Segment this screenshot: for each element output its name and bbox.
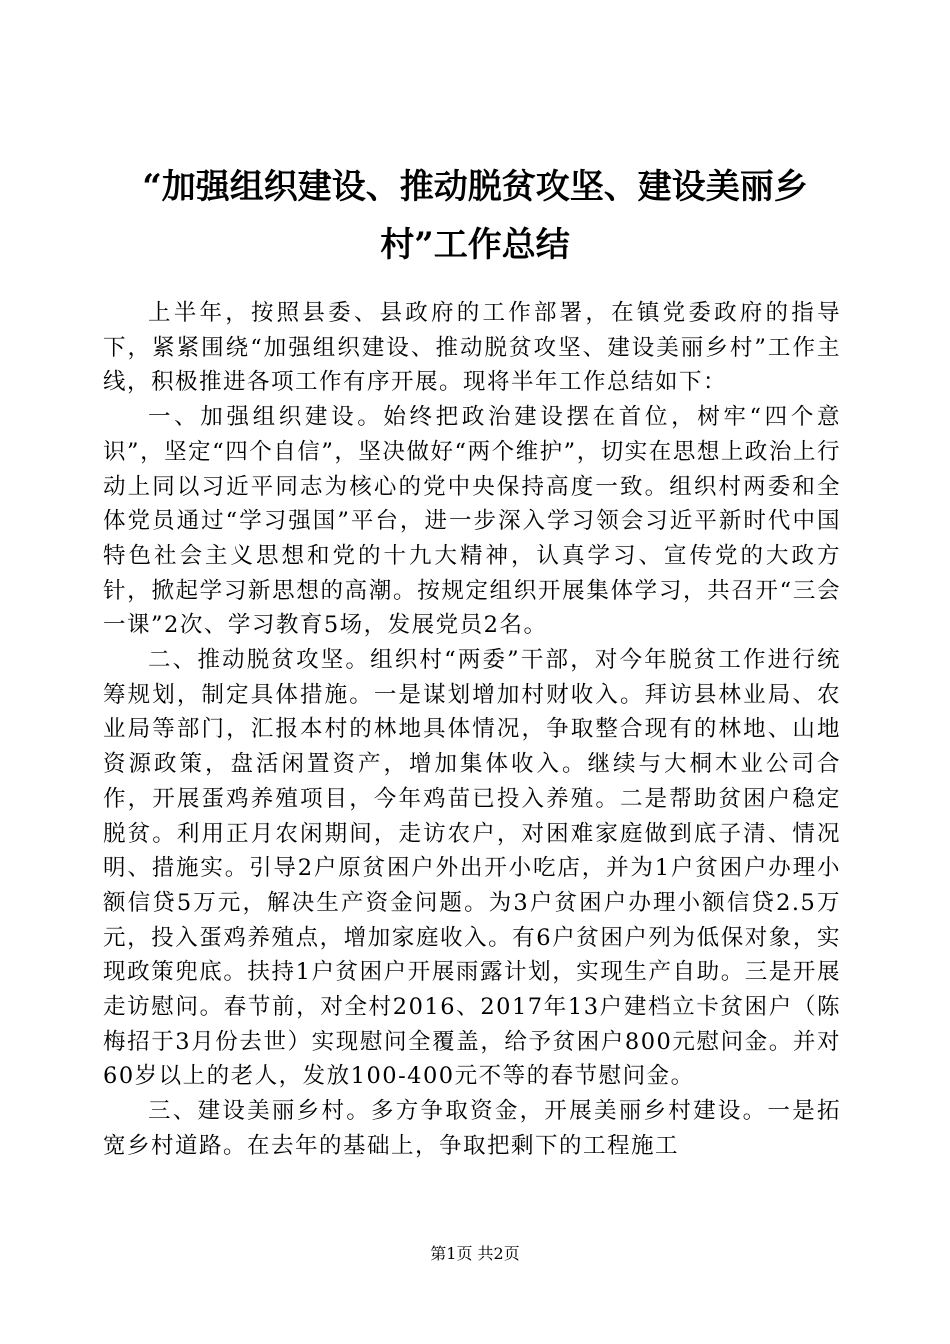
page-footer: 第1页 共2页: [430, 1244, 520, 1263]
document-title: [100, 158, 850, 274]
document-body: [103, 296, 841, 1164]
title-line-1: “加强组织建设、推动脱贫攻坚、建设美丽乡: [142, 167, 808, 207]
paragraph-intro: 上半年，按照县委、县政府的工作部署，在镇党委政府的指导下，紧紧围绕“加强组织建设、推动脱贫攻坚、建设美丽乡村”工作主线，积极推进各项工作有序开展。现将半年工作总结如下：: [103, 300, 841, 396]
paragraph-organization: 一、加强组织建设。始终把政治建设摆在首位，树牢“四个意识”，坚定“四个自信”，坚决做好“两个维护”，切实在思想上政治上行动上同以习近平同志为核心的党中央保持高度一致。组织村两委和全体党员通过“学习强国”平台，进一步深入学习领会习近平新时代中国特色社会主义思想和党的十九大精神，认真学习、宣传党的大政方针，掀起学习新思想的高潮。按规定组织开展集体学习，共召开“三会一课”2次、学习教育5场，发展党员2名。: [103, 404, 841, 639]
paragraph-village: 三、建设美丽乡村。多方争取资金，开展美丽乡村建设。一是拓宽乡村道路。在去年的基础上，争取把剩下的工程施工: [103, 1098, 841, 1159]
title-line-2: 村”工作总结: [380, 225, 570, 265]
paragraph-poverty: 二、推动脱贫攻坚。组织村“两委”干部，对今年脱贫工作进行统筹规划，制定具体措施。一是谋划增加村财收入。拜访县林业局、农业局等部门，汇报本村的林地具体情况，争取整合现有的林地、山地资源政策，盘活闲置资产，增加集体收入。继续与大桐木业公司合作，开展蛋鸡养殖项目，今年鸡苗已投入养殖。二是帮助贫困户稳定脱贫。利用正月农闲期间，走访农户，对困难家庭做到底子清、情况明、措施实。引导2户原贫困户外出开小吃店，并为1户贫困户办理小额信贷5万元，解决生产资金问题。为3户贫困户办理小额信贷2.5万元，投入蛋鸡养殖点，增加家庭收入。有6户贫困户列为低保对象，实现政策兜底。扶持1户贫困户开展雨露计划，实现生产自助。三是开展走访慰问。春节前，对全村2016、2017年13户建档立卡贫困户（陈梅招于3月份去世）实现慰问全覆盖，给予贫困户800元慰问金。并对60岁以上的老人，发放100-400元不等的春节慰问金。: [103, 647, 841, 1090]
